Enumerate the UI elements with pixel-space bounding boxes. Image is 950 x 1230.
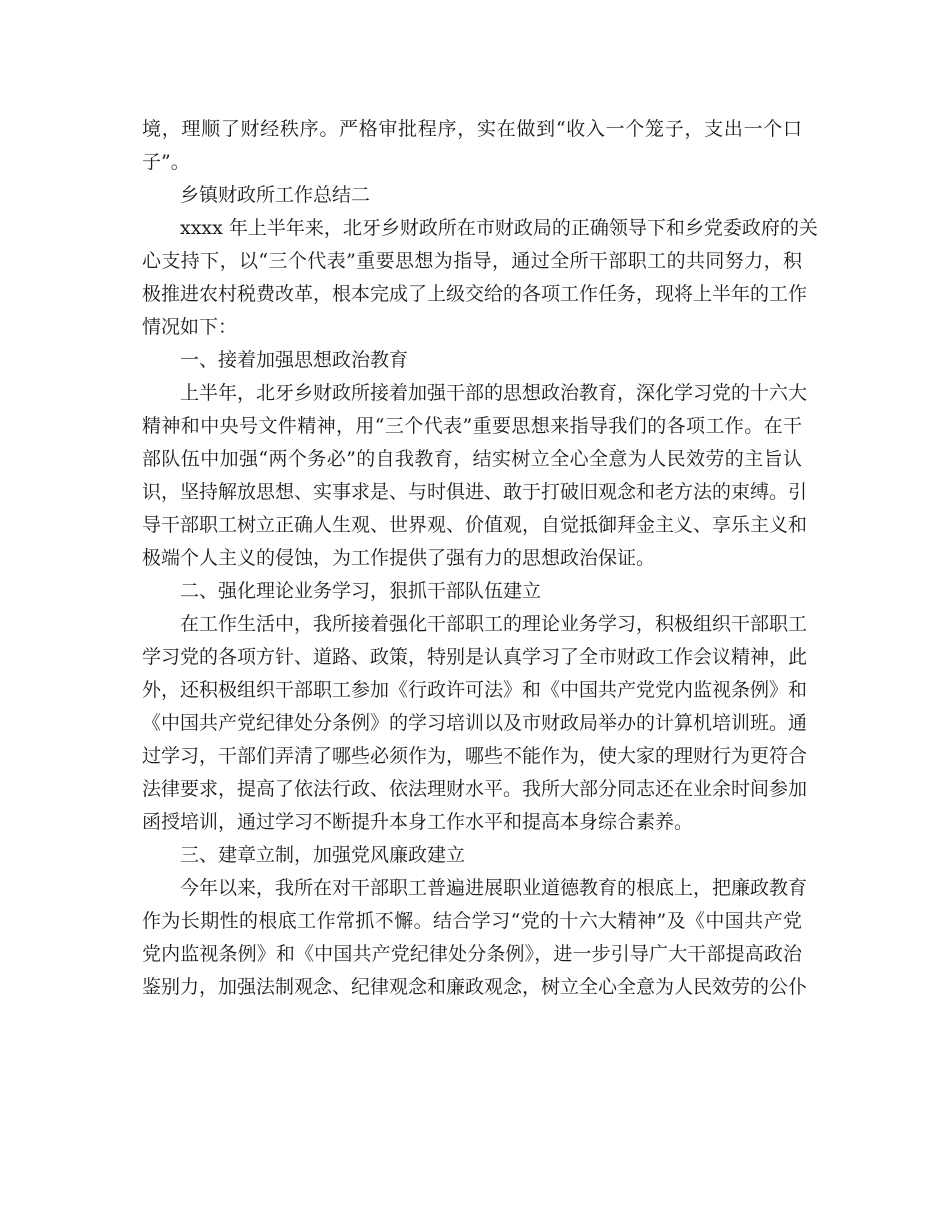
paragraph-line: 精神和中央号文件精神，用“三个代表”重要思想来指导我们的各项工作。在干 [142, 415, 802, 437]
paragraph-line: 过学习，干部们弄清了哪些必须作为，哪些不能作为，使大家的理财行为更符合 [142, 745, 808, 767]
paragraph-line: 鉴别力，加强法制观念、纪律观念和廉政观念，树立全心全意为人民效劳的公仆 [142, 976, 808, 998]
paragraph [142, 212, 818, 344]
paragraph-line: 上半年，北牙乡财政所接着加强干部的思想政治教育，深化学习党的十六大 [180, 382, 808, 404]
paragraph-line: xxxx 年上半年来，北牙乡财政所在市财政局的正确领导下和乡党委政府的关 [180, 217, 818, 239]
paragraph [142, 377, 808, 575]
paragraph-line: 在工作生活中，我所接着强化干部职工的理论业务学习，积极组织干部职工 [180, 613, 808, 635]
paragraph-line: 法律要求，提高了依法行政、依法理财水平。我所大部分同志还在业余时间参加 [142, 778, 808, 800]
paragraph-line: 识，坚持解放思想、实事求是、与时俱进、敢于打破旧观念和老方法的束缚。引 [142, 481, 808, 503]
paragraph-line: 《中国共产党纪律处分条例》的学习培训以及市财政局举办的计算机培训班。通 [142, 712, 808, 734]
paragraph [142, 872, 808, 1004]
paragraph-line: 情况如下： [142, 316, 238, 338]
paragraph-line: 子”。 [142, 151, 190, 173]
paragraph [142, 608, 808, 839]
paragraph-line: 外，还积极组织干部职工参加《行政许可法》和《中国共产党党内监视条例》和 [142, 679, 808, 701]
document-body [142, 113, 818, 1004]
paragraph-line: 极推进农村税费改革，根本完成了上级交给的各项工作任务，现将上半年的工作 [142, 283, 808, 305]
paragraph-line: 极端个人主义的侵蚀，为工作提供了强有力的思想政治保证。 [142, 547, 656, 569]
section-heading: 二、强化理论业务学习，狠抓干部队伍建立 [180, 580, 542, 602]
paragraph-line: 境，理顺了财经秩序。严格审批程序，实在做到“收入一个笼子，支出一个口 [142, 118, 802, 140]
section-heading: 三、建章立制，加强党风廉政建立 [180, 844, 466, 866]
paragraph-line: 函授培训，通过学习不断提升本身工作水平和提高本身综合素养。 [142, 811, 694, 833]
paragraph-line: 学习党的各项方针、道路、政策，特别是认真学习了全市财政工作会议精神，此 [142, 646, 808, 668]
paragraph [142, 113, 802, 179]
section-heading: 乡镇财政所工作总结二 [180, 184, 371, 206]
paragraph-line: 部队伍中加强“两个务必”的自我教育，结实树立全心全意为人民效劳的主旨认 [142, 448, 802, 470]
paragraph-line: 导干部职工树立正确人生观、世界观、价值观，自觉抵御拜金主义、享乐主义和 [142, 514, 808, 536]
paragraph-line: 心支持下，以“三个代表”重要思想为指导，通过全所干部职工的共同努力，积 [142, 250, 802, 272]
paragraph-line: 党内监视条例》和《中国共产党纪律处分条例》，进一步引导广大干部提高政治 [142, 943, 802, 965]
section-heading: 一、接着加强思想政治教育 [180, 349, 409, 371]
paragraph-line: 作为长期性的根底工作常抓不懈。结合学习“党的十六大精神”及《中国共产党 [142, 910, 802, 932]
paragraph-line: 今年以来，我所在对干部职工普遍进展职业道德教育的根底上，把廉政教育 [180, 877, 808, 899]
